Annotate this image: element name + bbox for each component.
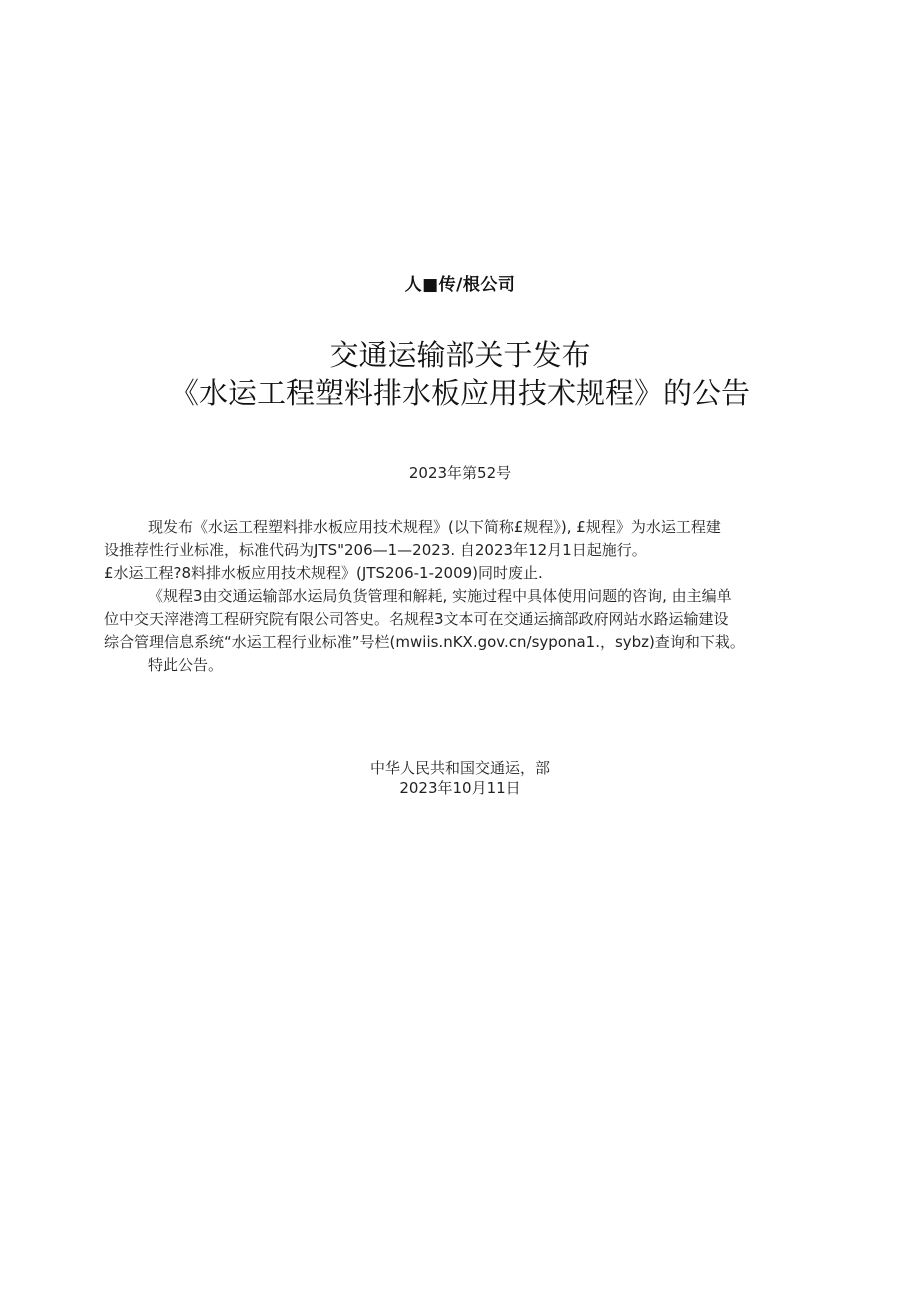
signature-date: 2023年10月11日 (399, 779, 521, 797)
paragraph-2-line-3: 综合管理信息系统“水运工程行业标准”号栏(mwiis.nKX.gov.cn/sypona1.，sybz)查询和下栽。 (104, 633, 745, 651)
document-title (0, 336, 920, 412)
paragraph-2-line-1: 《规程3由交通运输部水运局负货管理和解耗, 实施过程中具体使用问题的咨询, 由主编单 (148, 587, 732, 605)
publisher-header: 人■传/根公司 (404, 275, 516, 295)
signature-block (0, 758, 920, 798)
paragraph-1-line-3: £水运工程?8料排水板应用技术规程》(JTS206-1-2009)同时废止. (104, 564, 543, 582)
signature-org: 中华人民共和国交通运，部 (369, 759, 550, 777)
document-body (104, 516, 816, 677)
document-number: 2023年第52号 (408, 464, 512, 482)
paragraph-3: 特此公告。 (148, 656, 224, 674)
title-line-1: 交通运输部关于发布 (329, 338, 591, 372)
paragraph-1-line-1: 现发布《水运工程塑料排水板应用技术规程》(以下简称£规程》), £规程》为水运工程建 (148, 518, 721, 536)
title-line-2: 《水运工程塑料排水板应用技术规程》的公告 (169, 376, 750, 410)
paragraph-1-line-2: 设推荐性行业标准，标准代码为JTS"206—1—2023. 自2023年12月1日起施行。 (104, 541, 647, 559)
paragraph-2-line-2: 位中交天滓港湾工程研究院有限公司答史。名规程3文本可在交通运摘部政府网站水路运输建设 (104, 610, 729, 628)
